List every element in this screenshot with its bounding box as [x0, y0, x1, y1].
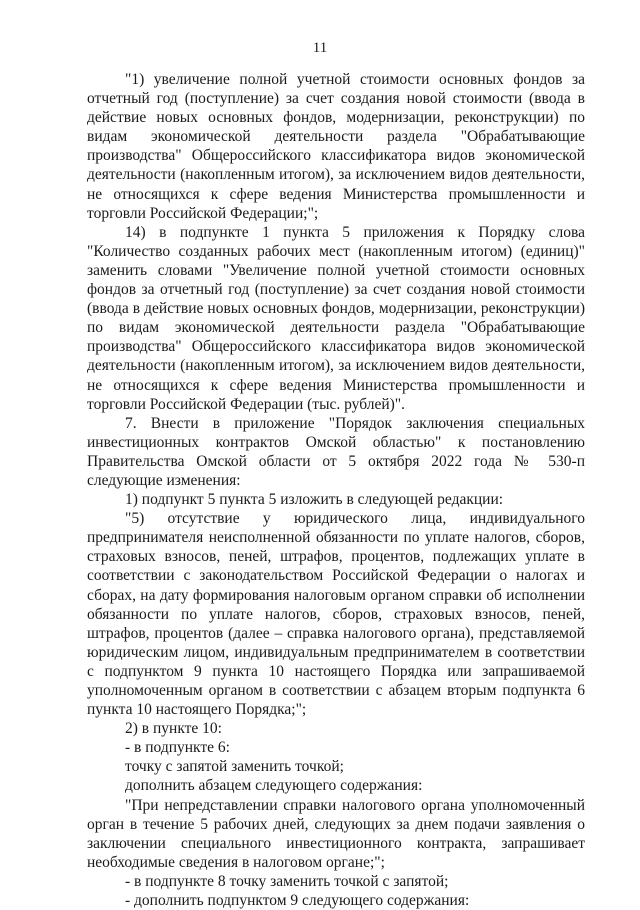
paragraph-11: - в подпункте 8 точку заменить точкой с запятой; [125, 872, 449, 890]
document-body [87, 70, 585, 910]
paragraph-3: 7. Внести в приложение "Порядок заключения специальных инвестиционных контрактов Омской областью" к постановлению Правительства Омской области от 5 октября 2022 года № 530-п следующие изменения: [87, 414, 585, 489]
page-number: 11 [312, 40, 328, 56]
paragraph-4: 1) подпункт 5 пункта 5 изложить в следующей редакции: [125, 491, 504, 509]
paragraph-9: дополнить абзацем следующего содержания: [125, 777, 423, 795]
paragraph-5: "5) отсутствие у юридического лица, индивидуального предпринимателя неисполненной обязанности по уплате налогов, сборов, страховых взносов, пеней, штрафов, процентов, подлежащих уплате в соответствии с законодательством Российской Федерации о налогах и сборах, на дату формирования налоговым органом справки об исполнении обязанности по уплате налогов, сборов, страховых взносов, пеней, штрафов, процентов (далее – справка налогового органа), представляемой юридическим лицом, индивидуальным предпринимателем в соответствии с подпунктом 9 пункта 10 настоящего Порядка или запрашиваемой уполномоченным органом в соответствии с абзацем вторым подпункта 6 пункта 10 настоящего Порядка;"; [87, 510, 585, 719]
paragraph-10: "При непредставлении справки налогового органа уполномоченный орган в течение 5 рабочих дней, следующих за днем подачи заявления о заключении специального инвестиционного контракта, запрашивает необходимые сведения в налоговом органе;"; [87, 796, 585, 871]
paragraph-1: "1) увеличение полной учетной стоимости основных фондов за отчетный год (поступление) за счет создания новой стоимости (ввода в действие новых основных фондов, модернизации, реконструкции) по видам экономической деятельности раздела "Обрабатывающие производства" Общероссийского классификатора видов экономической деятельности (накопленным итогом), за исключением видов деятельности, не относящихся к сфере ведения Министерства промышленности и торговли Российской Федерации;"; [87, 71, 585, 222]
paragraph-6: 2) в пункте 10: [125, 720, 222, 738]
paragraph-12: - дополнить подпунктом 9 следующего содержания: [125, 892, 470, 910]
paragraph-2: 14) в подпункте 1 пункта 5 приложения к Порядку слова "Количество созданных рабочих мест (накопленным итогом) (единиц)" заменить словами "Увеличение полной учетной стоимости основных фондов за отчетный год (поступление) за счет создания новой стоимости (ввода в действие новых основных фондов, модернизации, реконструкции) по видам экономической деятельности раздела "Обрабатывающие производства" Общероссийского классификатора видов экономической деятельности (накопленным итогом), за исключением видов деятельности, не относящихся к сфере ведения Министерства промышленности и торговли Российской Федерации (тыс. рублей)". [87, 223, 585, 413]
paragraph-7: - в подпункте 6: [125, 739, 230, 757]
paragraph-8: точку с запятой заменить точкой; [125, 758, 344, 776]
